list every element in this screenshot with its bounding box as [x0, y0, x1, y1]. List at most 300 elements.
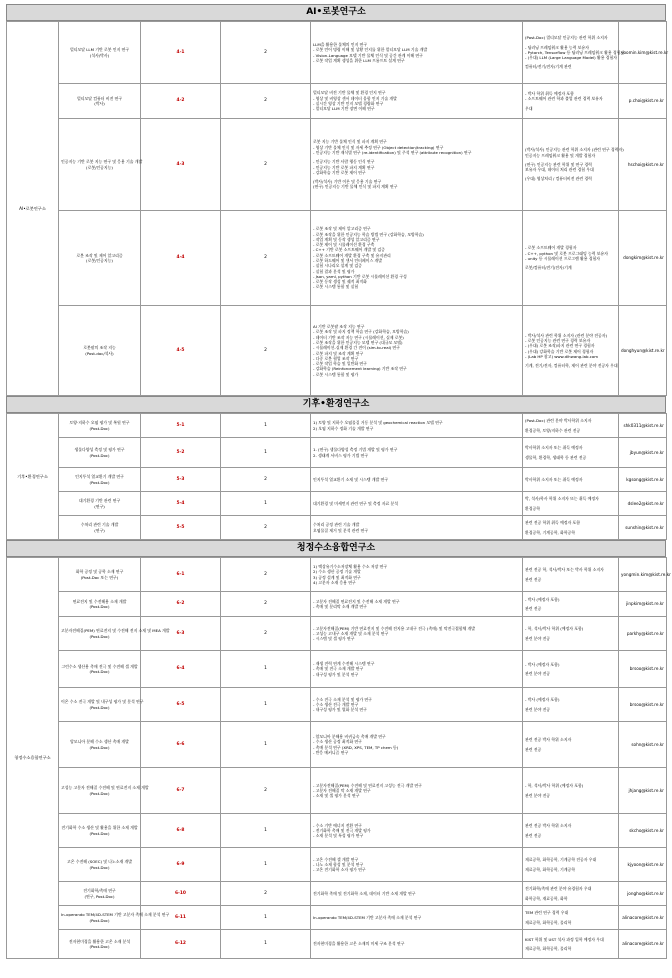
task-line: (Post-Doc): [89, 790, 110, 796]
table-row: [7, 592, 667, 617]
description-line: - 작업 계획 및 동작 생성 알고리즘 연구: [313, 236, 380, 242]
table-row: [7, 492, 667, 516]
requirements-cell: [523, 592, 619, 617]
code-cell: 6-4: [141, 651, 221, 688]
task-line: (Post-Doc): [89, 479, 110, 485]
task-cell: [59, 84, 141, 119]
task-line: 로봇팔의 조작 지능: [83, 345, 116, 351]
description-cell: [311, 814, 523, 848]
code-cell: 6-2: [141, 592, 221, 617]
requirement-line: 관련 전공: [525, 832, 542, 838]
requirement-line: - 로봇 인공지능 관련 연구 경력 보유자: [525, 337, 591, 343]
task-cell: [59, 906, 170, 930]
code-cell: 5-1: [141, 414, 221, 438]
task-line: (Post-Doc): [89, 830, 110, 836]
description-line: - 수소 기반 에너지 전환 연구: [313, 822, 362, 828]
contact-email[interactable]: dslee2@kist.re.kr: [619, 492, 667, 516]
requirement-line: 전기화학/촉매 관련 분야 유경험자 우대: [525, 886, 592, 892]
code-cell: 6-8: [141, 814, 221, 848]
description-line: - 로봇 동작 생성 및 궤적 최적화: [313, 279, 367, 285]
description-line: - 소재 및 셀 평가 분석 연구: [313, 793, 360, 799]
task-line: 화학 공정 및 공학 소재 연구: [75, 569, 124, 575]
table-row: [7, 651, 667, 688]
contact-email[interactable]: parkhy@kist.re.kr: [619, 617, 667, 651]
description-line: - 로봇 조작 및 파지 정책 학습 연구 (강화학습, 모방학습): [313, 329, 409, 335]
description-line: 2) 수소 생산 공정 기술 개발: [313, 569, 361, 575]
description-line: - 로봇 조작 및 제어 알고리즘 연구: [313, 226, 371, 232]
task-line: 이온 수소 전극 개발 및 내구성 평가 및 분석 연구: [61, 699, 144, 705]
description-line: 2. 생태계 서비스 평가 기법 연구: [313, 452, 368, 458]
headcount-cell: 2: [221, 211, 311, 306]
requirements-cell: [523, 516, 619, 540]
task-cell: [59, 516, 141, 540]
requirement-line: 관련 전공: [525, 746, 542, 752]
description-line: 4) 고분자 소재 응용 연구: [313, 579, 356, 585]
contact-email[interactable]: yoomin.kim@kist.re.kr: [619, 22, 667, 84]
description-cell: [311, 882, 523, 906]
task-line: (연구): [94, 503, 105, 509]
description-cell: [311, 84, 523, 119]
headcount-cell: 1: [221, 438, 311, 468]
headcount-cell: 1: [221, 930, 311, 959]
requirement-line: - 박사 (예정자 포함): [525, 661, 560, 667]
table-row: [7, 930, 667, 959]
contact-email[interactable]: sunshin@kist.re.kr: [619, 516, 667, 540]
task-cell: [59, 882, 141, 906]
task-line: 전자현미경을 활용한 고온 소재 분석: [68, 938, 131, 944]
requirement-line: - (우대) 강화학습 기반 로봇 제어 경험자: [525, 348, 594, 354]
requirement-line: 박, 석사/학사 학위 소지자 또는 취득 예정자: [525, 496, 599, 502]
description-line: - 로봇 조작을 위한 인공지능 학습 방법 연구 (강화학습, 모방학습): [313, 231, 424, 237]
description-line: - 데이터 기반 조작 지능 연구 (시뮬레이션, 실제 로봇): [313, 334, 404, 340]
contact-email[interactable]: skcho@kist.re.kr: [619, 814, 667, 848]
headcount-cell: 1: [221, 906, 311, 930]
description-line: - 로봇 파지 및 조작 계획 연구: [313, 350, 364, 356]
description-line: 대기환경 및 미세먼지 관련 연구 및 측정 자료 분석: [313, 500, 399, 506]
code-cell: 6-11: [141, 906, 221, 930]
requirement-line: 보유자 우대, 데이터 처리 관련 경험 우대: [525, 167, 594, 173]
code-cell: 4-4: [141, 211, 221, 306]
contact-email[interactable]: donghyun@kist.re.kr: [619, 306, 667, 396]
description-line: - 멀티모달 LLM 기반 장면 이해 연구: [313, 106, 375, 112]
description-cell: [311, 848, 523, 882]
headcount-cell: 1: [221, 414, 311, 438]
requirements-cell: [523, 651, 619, 688]
description-line: - 로봇 제어 및 시뮬레이션 환경 구축: [313, 242, 375, 248]
code-cell: 6-7: [141, 768, 221, 814]
requirement-line: 생물학, 환경학, 생태학 등 관련 전공: [525, 454, 587, 460]
requirement-line: 기계, 전기/전자, 컴퓨터학, 제어 관련 분야 전공자 우대: [525, 363, 618, 369]
description-line: 3) 공정 설계 및 최적화 연구: [313, 574, 361, 580]
description-line: - 수소 생산 전극 개발 연구: [313, 701, 359, 707]
contact-email[interactable]: jinpkim@kist.re.kr: [619, 592, 667, 617]
description-cell: [311, 617, 523, 651]
description-cell: [311, 414, 523, 438]
requirement-line: - 박사 (예정자 포함): [525, 697, 560, 703]
description-line: - 고분자 전해질 연료전지 및 수전해 소재 개발 연구: [313, 598, 400, 604]
description-line: - 고온 전기화학 소자 평가 연구: [313, 867, 366, 873]
description-cell: [311, 558, 523, 592]
description-line: (연구) 인공지능 기반 물체 인식 및 파지 계획 연구: [313, 184, 398, 190]
description-cell: [311, 211, 523, 306]
headcount-cell: 2: [221, 84, 311, 119]
description-line: - 시스템 및 셀 평가 연구: [313, 636, 355, 642]
description-line: AI 기반 로봇팔 조작 지능 연구: [313, 324, 365, 330]
requirements-cell: [523, 306, 619, 396]
requirement-line: 재료공학, 화학공학, 물리학: [525, 919, 572, 925]
requirements-cell: [523, 492, 619, 516]
code-cell: 5-4: [141, 492, 221, 516]
task-line: (Post-Doc): [89, 864, 110, 870]
contact-email[interactable]: shk0311@kist.re.kr: [619, 414, 667, 438]
description-line: - 인공지능 기반 로봇 파지 계획 연구: [313, 164, 375, 170]
code-cell: 6-10: [141, 882, 221, 906]
description-line: - 나노 소재 합성 및 분석 연구: [313, 861, 364, 867]
description-line: - 강화학습 기반 로봇 제어 연구: [313, 169, 366, 175]
description-line: - 시뮬레이션-실제 환경 간 전이 (sim-to-real) 연구: [313, 345, 400, 351]
contact-email[interactable]: jongho@kist.re.kr: [619, 882, 667, 906]
description-line: - 고분자전해질(PEM) 기반 연료전지 및 수전해 전지용 고내구 전극 (촉매) 및 막전극접합체 개발: [313, 625, 476, 631]
task-cell: [59, 592, 141, 617]
requirement-line: 관련 전공 박사 학위 소지자: [525, 823, 572, 829]
requirement-line: 관련 전공 학, 석사/박사 또는 박사 학위 소지자: [525, 567, 604, 573]
section-table: [6, 413, 667, 540]
description-line: - 로봇 언어 명령 이해 및 상황 인지를 위한 멀티모달 LLM 기술 개발: [313, 47, 428, 53]
description-line: - 반응 메커니즘 연구: [313, 749, 349, 755]
contact-email[interactable]: yongmin.kim@kist.re.kr: [619, 558, 667, 592]
requirement-line: 관련 전공: [525, 606, 542, 611]
requirement-line: (Post-Doc) 관련 분야 박사학위 소지자: [525, 418, 592, 424]
description-line: - 인공지능 기반 재식별 연구 (re-identification) 및 주석 연구 (attribute recognition) 연구: [313, 149, 472, 155]
table-row: [7, 211, 667, 306]
description-line: LLM을 활용한 물체의 인지 연구: [313, 41, 367, 47]
description-cell: [311, 22, 523, 84]
requirement-line: 환경공학: [525, 505, 541, 511]
description-line: - 다중 로봇 협업 조작 연구: [313, 355, 359, 361]
contact-email[interactable]: kjyoon@kist.re.kr: [619, 848, 667, 882]
description-line: 오염물질 제거 및 분석 관련 연구: [313, 527, 369, 533]
headcount-cell: 2: [221, 516, 311, 540]
headcount-cell: 2: [221, 119, 311, 211]
description-line: - Vision-Language 모델 기반 물체 인식 및 공간 관계 이해 연구: [313, 52, 423, 58]
task-cell: [59, 617, 170, 651]
description-line: - 로봇 시스템 통합 및 평가: [313, 371, 359, 377]
section-title: AI•로봇연구소: [6, 4, 666, 21]
division-cell: AI•로봇연구소: [7, 22, 59, 396]
task-line: (로봇/인공지능): [86, 258, 113, 263]
contact-email[interactable]: dongkim@kist.re.kr: [619, 211, 667, 306]
requirement-line: 우대: [525, 105, 533, 111]
table-row: [7, 848, 667, 882]
task-line: 토양·지하수 오염 평가 및 복원 연구: [69, 420, 130, 426]
code-cell: 4-3: [141, 119, 221, 211]
requirements-cell: [523, 468, 619, 492]
description-line: - 로봇 작업 학습 및 일반화 연구: [313, 361, 367, 367]
task-line: In-operando TEM/4D-STEM 기반 고분자 촉매 소재 분석 연구: [61, 912, 170, 918]
description-line: - 영상 기반 물체 인식 및 자세 추정 연구 (Object detection/tracking) 연구: [313, 144, 444, 150]
contact-email[interactable]: alinacore@kist.re.kr: [619, 930, 667, 959]
requirement-line: 재료공학, 화학공학, 기계공학: [525, 866, 576, 872]
requirement-line: 화학공학, 재료공학, 화학: [525, 895, 568, 901]
description-line: - 수소 생산 공정 최적화 연구: [313, 739, 362, 745]
task-line: (연구, Post-Doc): [84, 893, 115, 899]
task-line: (Post-Doc): [89, 604, 110, 609]
code-cell: 6-12: [141, 930, 221, 959]
task-cell: [59, 722, 141, 768]
requirement-line: 환경공학, 토양/지하수 관련 전공: [525, 427, 581, 433]
description-cell: [311, 651, 523, 688]
task-cell: [59, 768, 149, 814]
code-cell: 6-5: [141, 688, 221, 722]
recruitment-table-page: [6, 0, 671, 959]
requirement-line: 관련 전공 박사 학위 소지자: [525, 737, 572, 743]
headcount-cell: 2: [221, 768, 311, 814]
task-cell: [59, 414, 141, 438]
contact-email[interactable]: brsoo@kist.re.kr: [619, 651, 667, 688]
code-cell: 5-5: [141, 516, 221, 540]
description-line: - 고분자 전해질 막 소재 개발 연구: [313, 787, 371, 793]
task-line: 고성능 고분자 전해질 수전해 및 연료전지 소재 개발: [61, 785, 149, 791]
requirements-cell: [523, 722, 619, 768]
description-cell: [311, 492, 523, 516]
description-line: - 전기화학 촉매 및 전극 개발 평가: [313, 827, 371, 833]
requirement-line: 관련 분야 전공: [525, 635, 551, 641]
task-cell: [59, 814, 141, 848]
requirement-line: - 딥러닝 프레임워크 활용 능력 보유자: [525, 44, 589, 50]
description-line: - 촉매 분석 연구 (XRD, XPS, TEM, TP chem 등): [313, 744, 399, 750]
requirement-line: - 로봇 소프트웨어 개발 경험자: [525, 245, 577, 251]
headcount-cell: 2: [221, 22, 311, 84]
requirements-cell: [523, 882, 619, 906]
task-line: (Post-Doc): [89, 744, 110, 750]
task-line: (로봇/인공지능): [86, 164, 113, 170]
requirements-cell: [523, 814, 619, 848]
description-line: - 영상 및 비영상 센서 데이터 융합 인지 기술 개발: [313, 95, 397, 101]
table-row: [7, 617, 667, 651]
requirements-cell: [523, 768, 619, 814]
description-line: - 로봇 시스템 통합 및 실험: [313, 284, 359, 290]
task-cell: [59, 22, 141, 84]
headcount-cell: 2: [221, 617, 311, 651]
code-cell: 5-3: [141, 468, 221, 492]
requirements-cell: [523, 211, 619, 306]
section-table: [6, 557, 671, 959]
requirements-cell: [523, 22, 625, 84]
table-row: [7, 414, 667, 438]
description-cell: [311, 768, 523, 814]
code-cell: 6-1: [141, 558, 221, 592]
requirements-cell: [523, 930, 619, 959]
description-line: - 로봇 소프트웨어 개발 환경 구축 및 유지관리: [313, 252, 391, 258]
description-line: 멀티모달 비전 기반 물체 및 환경 인지 연구: [313, 90, 386, 96]
requirements-cell: [523, 906, 619, 930]
description-line: In-operando TEM/4D-STEM 기반 고분자 촉매 소재 분석 연구: [313, 914, 422, 920]
description-line: - 촉매 및 분리막 소재 개발 연구: [313, 604, 367, 609]
task-cell: [59, 688, 144, 722]
task-cell: [59, 492, 141, 516]
section-table: [6, 21, 667, 396]
contact-email[interactable]: kgsong@kist.re.kr: [619, 468, 667, 492]
task-line: 인지투석 열교환기 개발 연구: [75, 474, 124, 480]
requirement-line: 컴퓨터/전기/전자/기계 관련: [525, 64, 572, 70]
task-line: 암모니아 분해 수소 생산 촉매 개발: [70, 739, 129, 745]
task-line: (Post-doc/석사): [85, 350, 114, 356]
requirement-line: (박사/석사) 인공지능 관련 학위 소지자 (관련 연구 경력자): [525, 147, 624, 153]
contact-email[interactable]: p.choi@kist.re.kr: [619, 84, 667, 119]
task-line: 수처리 관련 기술 개발: [80, 522, 119, 528]
description-line: - 재생 전력 연계 수전해 시스템 연구: [313, 661, 375, 667]
description-line: - 로봇 하드웨어 및 센서 인터페이스 개발: [313, 258, 382, 263]
division-cell: 청정수소융합연구소: [7, 558, 59, 959]
requirements-cell: [523, 119, 624, 211]
description-line: - 인공지능 기반 사람 행동 인식 연구: [313, 159, 375, 165]
description-cell: [311, 438, 523, 468]
task-cell: [59, 119, 141, 211]
requirement-line: - Pytorch, Tensorflow 등 딥러닝 프레임워크 활용 경험자: [525, 49, 625, 55]
description-line: - 내구성 평가 및 열화 분석 연구: [313, 707, 367, 713]
description-line: 전기화학 촉매 및 전기화학 소재, 데이터 기반 소재 개발 연구: [313, 890, 416, 896]
task-line: 로봇 조작 및 제어 알고리즘: [76, 252, 123, 258]
description-line: - 암모니아 분해용 비귀금속 촉매 개발 연구: [313, 733, 386, 739]
description-line: 1) 토양 및 지하수 오염물질 거동 분석 및 geochemical reaction 모델 연구: [313, 420, 443, 426]
requirements-cell: [523, 414, 619, 438]
task-line: (Post-Doc): [89, 452, 110, 458]
task-cell: [59, 211, 141, 306]
description-line: - 소재 분석 및 특성 평가 연구: [313, 833, 364, 839]
requirement-line: 관련 분야 전공: [525, 792, 551, 798]
description-line: 수처리 공정 관련 기술 개발: [313, 522, 360, 528]
description-cell: [311, 119, 523, 211]
task-cell: [59, 651, 141, 688]
requirement-line: 관련 전공: [525, 576, 542, 582]
headcount-cell: 1: [221, 688, 311, 722]
description-line: - 실시간 영상 기반 인지 모델 경량화 연구: [313, 101, 384, 106]
task-line: (박사): [94, 101, 105, 106]
task-line: 멀티모달 LLM 기반 로봇 인지 연구: [70, 47, 129, 53]
contact-email[interactable]: jhjang@kist.re.kr: [619, 768, 667, 814]
description-cell: [311, 468, 523, 492]
requirement-line: 관련 분야 전공: [525, 706, 551, 712]
task-cell: [59, 558, 141, 592]
description-line: 로봇 지능 기반 물체 인식 및 파지 계획 연구: [313, 139, 387, 145]
description-line: - 로봇 조작을 위한 인공지능 모델 연구 (대규모 모델): [313, 339, 403, 345]
contact-email[interactable]: sohn@kist.re.kr: [619, 722, 667, 768]
headcount-cell: 1: [221, 814, 311, 848]
requirements-cell: [523, 688, 619, 722]
task-line: (Post-Doc 또는 연구): [80, 574, 119, 580]
code-cell: 6-3: [141, 617, 221, 651]
headcount-cell: 2: [221, 592, 311, 617]
table-row: [7, 722, 667, 768]
requirement-line: 로봇/컴퓨터/전기/전자/기계: [525, 265, 572, 271]
description-cell: [311, 930, 523, 959]
table-row: [7, 22, 667, 84]
headcount-cell: 2: [221, 558, 311, 592]
code-cell: 4-1: [141, 22, 221, 84]
division-cell: 기후•환경연구소: [7, 414, 59, 540]
section-title: 기후•환경연구소: [6, 396, 666, 413]
description-line: - 실험 시나리오 설계 및 검증: [313, 263, 362, 269]
code-cell: 6-6: [141, 722, 221, 768]
task-line: 멀티모달 컴퓨터 비전 연구: [76, 95, 123, 101]
table-row: [7, 814, 667, 848]
task-line: (석사/박사): [89, 52, 110, 58]
code-cell: 5-2: [141, 438, 221, 468]
requirement-line: - (우대) 로봇 조작/파지 관련 연구 경험자: [525, 343, 595, 349]
code-cell: 6-9: [141, 848, 221, 882]
contact-email[interactable]: jbyun@kist.re.kr: [619, 438, 667, 468]
description-cell: [311, 688, 523, 722]
table-row: [7, 84, 667, 119]
task-line: (연구): [94, 527, 105, 533]
requirement-line: 관련 분야 전공: [525, 671, 551, 676]
description-line: - 로봇 작업 계획 생성을 위한 LLM 프롬프트 설계 연구: [313, 57, 405, 63]
code-cell: 4-5: [141, 306, 221, 396]
table-row: [7, 438, 667, 468]
description-line: - 수소 전극 소재 분석 및 평가 연구: [313, 696, 372, 702]
requirement-line: - 박사/석사 관련 학위 소지자 (관련 분야 전공자): [525, 332, 608, 338]
requirement-line: - 학, 석사/박사 학위 (예정자 포함): [525, 626, 584, 632]
description-line: - 실험 결과 분석 및 평가: [313, 268, 355, 274]
requirement-line: - (우대) LLM (Large Language Model) 활용 경험자: [525, 55, 617, 61]
contact-email[interactable]: alinacore@kist.re.kr: [619, 906, 667, 930]
code-cell: 4-2: [141, 84, 221, 119]
description-line: - Json, yaml, python 기반 로봇 시뮬레이션 환경 구성: [313, 273, 407, 279]
task-line: (Post-Doc): [89, 425, 110, 431]
task-cell: [59, 930, 141, 959]
description-line: 인지투석 열교환기 소재 및 시스템 개발 연구: [313, 476, 389, 482]
description-line: - 고분자전해질(PEM) 수전해 및 연료전지 고성능 전극 개발 연구: [313, 782, 422, 788]
requirements-cell: [523, 84, 619, 119]
task-line: 생물다양성 측정 및 평가 연구: [74, 447, 125, 453]
contact-email[interactable]: brsoo@kist.re.kr: [619, 688, 667, 722]
description-line: (박사/석사) 기반 이론 및 응용 기술 연구: [313, 179, 382, 185]
requirement-line: 재료공학, 화학공학, 물리학: [525, 946, 572, 951]
task-line: (Post-Doc): [89, 669, 110, 674]
description-cell: [311, 516, 523, 540]
table-row: [7, 688, 667, 722]
task-line: 그린수소 생산용 촉매 전극 및 수전해 셀 개발: [61, 663, 138, 669]
task-line: 고분자전해질(PEM) 연료전지 및 수전해 전지 소재 및 MEA 개발: [61, 628, 170, 634]
description-line: - 강화학습 (Reinforcement learning) 기반 조작 연구: [313, 366, 407, 372]
task-cell: [59, 438, 141, 468]
requirement-line: - 박사 학위 취득 예정자 포함: [525, 91, 574, 97]
description-line: - C++ 기반 로봇 소프트웨어 개발 및 검증: [313, 247, 385, 253]
requirement-line: - 학, 석사/박사 학위 (예정자 포함): [525, 783, 584, 789]
requirement-line: 박사학위 소지자 또는 취득 예정자: [525, 476, 583, 482]
requirement-line: TEM 관련 연구 경력 우대: [525, 910, 569, 916]
task-cell: [59, 306, 141, 396]
task-line: 고온 수전해 (SOEC) 및 나노소재 개발: [66, 859, 133, 865]
section-title: 청정수소융합연구소: [6, 540, 666, 557]
contact-email[interactable]: hschoi@kist.re.kr: [619, 119, 667, 211]
task-line: 전기화학 수소 생산 및 활용을 위한 소재 개발: [61, 825, 138, 831]
description-line: - 고온 수전해 셀 개발 연구: [313, 856, 359, 862]
requirement-line: (연구) 인공지능 관련 학위 및 연구 경력: [525, 161, 592, 167]
requirement-line: - (Lab HP 참고) www.dlhwang-lab.com: [525, 353, 599, 359]
table-row: [7, 906, 667, 930]
description-line: - 내구성 평가 및 분석 연구: [313, 671, 359, 677]
table-row: [7, 768, 667, 814]
headcount-cell: 1: [221, 722, 311, 768]
table-row: [7, 516, 667, 540]
headcount-cell: 2: [221, 306, 311, 396]
task-line: 인공지능 기반 로봇 지능 연구 및 응용 기술 개발: [61, 159, 143, 165]
requirement-line: - C++, python 및 로봇 프로그래밍 능력 보유자: [525, 250, 609, 256]
description-line: - 촉매 및 전극 소재 개발 연구: [313, 666, 364, 672]
description-line: 2) 오염 지하수 정화 기술 개발 연구: [313, 425, 374, 431]
task-line: 연료전지 및 수전해용 소재 개발: [72, 598, 127, 604]
